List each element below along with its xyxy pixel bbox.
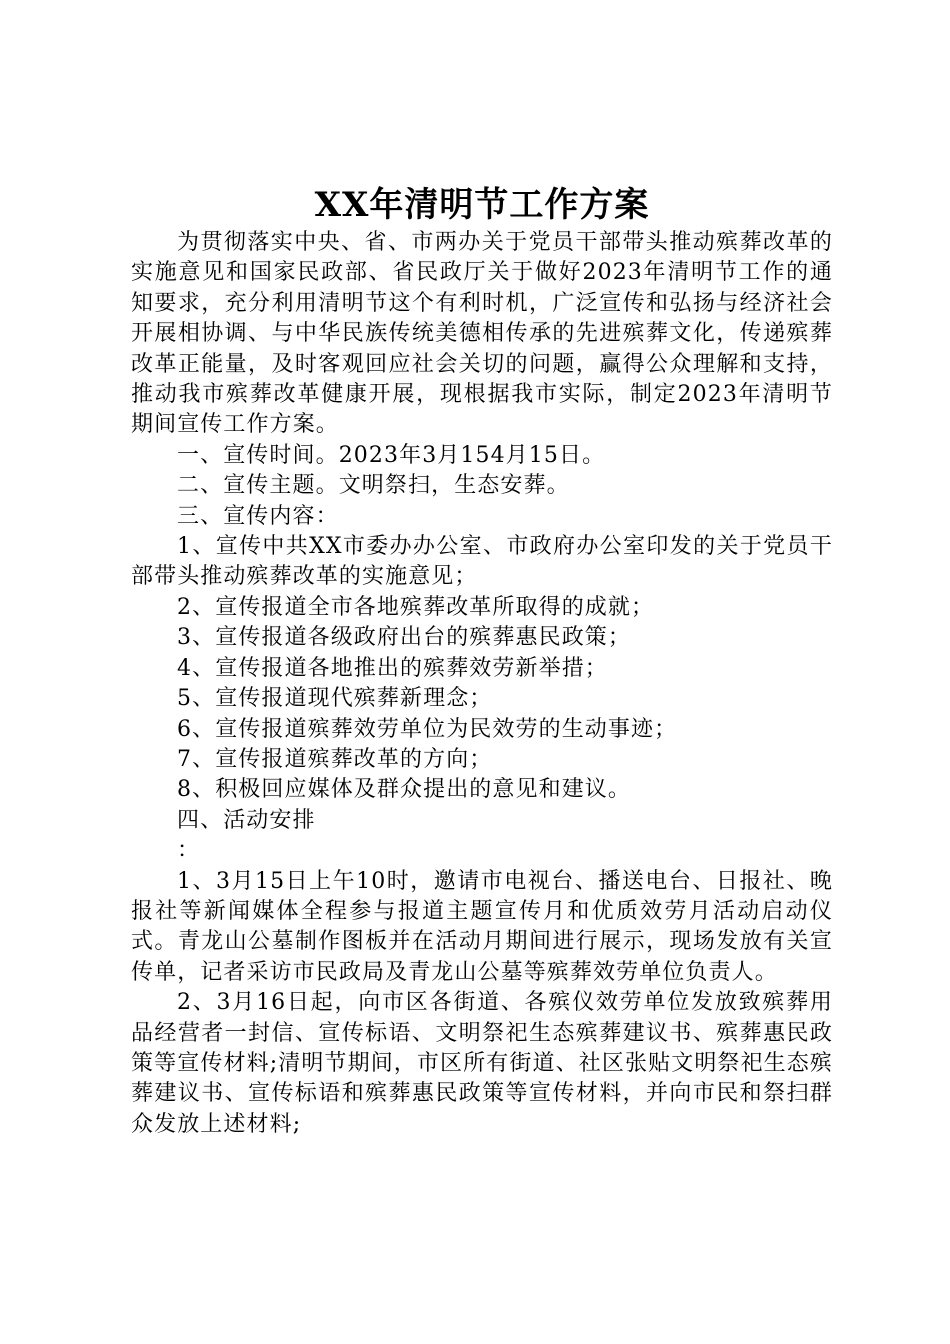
content-item-5: 5、宣传报道现代殡葬新理念； — [177, 686, 493, 712]
content-item-3: 3、宣传报道各级政府出台的殡葬惠民政策； — [177, 625, 631, 651]
intro-paragraph: 为贯彻落实中央、省、市两办关于党员干部带头推动殡葬改革的实施意见和国家民政部、省民政厅关于做好2023年清明节工作的通知要求，充分利用清明节这个有利时机，广泛宣传和弘扬与经济社会开展相协调、与中华民族传统美德相传承的先进殡葬文化，传递殡葬改革正能量，及时客观回应社会关切的问题，赢得公众理解和支持，推动我市殡葬改革健康开展，现根据我市实际，制定2023年清明节期间宣传工作方案。 — [131, 230, 833, 438]
content-item-4: 4、宣传报道各地推出的殡葬效劳新举措； — [177, 655, 608, 681]
content-item-7: 7、宣传报道殡葬改革的方向； — [177, 746, 493, 772]
document-title: XX年清明节工作方案 — [314, 185, 650, 225]
activity-item-1: 1、3月15日上午10时，邀请市电视台、播送电台、日报社、晚报社等新闻媒体全程参与报道主题宣传月和优质效劳月活动启动仪式。青龙山公墓制作图板并在活动月期间进行展示，现场发放有关宣传单，记者采访市民政局及青龙山公墓等殡葬效劳单位负责人。 — [131, 868, 833, 985]
content-item-2: 2、宣传报道全市各地殡葬改革所取得的成就； — [177, 594, 655, 620]
section-activities-heading: 四、活动安排 — [177, 807, 316, 833]
activities-colon: ： — [177, 838, 201, 864]
section-theme: 二、宣传主题。文明祭扫，生态安葬。 — [177, 473, 570, 499]
content-item-8: 8、积极回应媒体及群众提出的意见和建议。 — [177, 777, 631, 803]
section-time: 一、宣传时间。2023年3月154月15日。 — [177, 442, 606, 468]
content-item-6: 6、宣传报道殡葬效劳单位为民效劳的生动事迹； — [177, 716, 678, 742]
section-content-heading: 三、宣传内容： — [177, 503, 339, 529]
activity-item-2: 2、3月16日起，向市区各街道、各殡仪效劳单位发放致殡葬用品经营者一封信、宣传标语、文明祭祀生态殡葬建议书、殡葬惠民政策等宣传材料;清明节期间，市区所有街道、社区张贴文明祭祀生态殡葬建议书、宣传标语和殡葬惠民政策等宣传材料，并向市民和祭扫群众发放上述材料; — [131, 990, 833, 1137]
content-item-1: 1、宣传中共XX市委办办公室、市政府办公室印发的关于党员干部带头推动殡葬改革的实施意见； — [131, 534, 833, 590]
document-page — [131, 184, 833, 1140]
